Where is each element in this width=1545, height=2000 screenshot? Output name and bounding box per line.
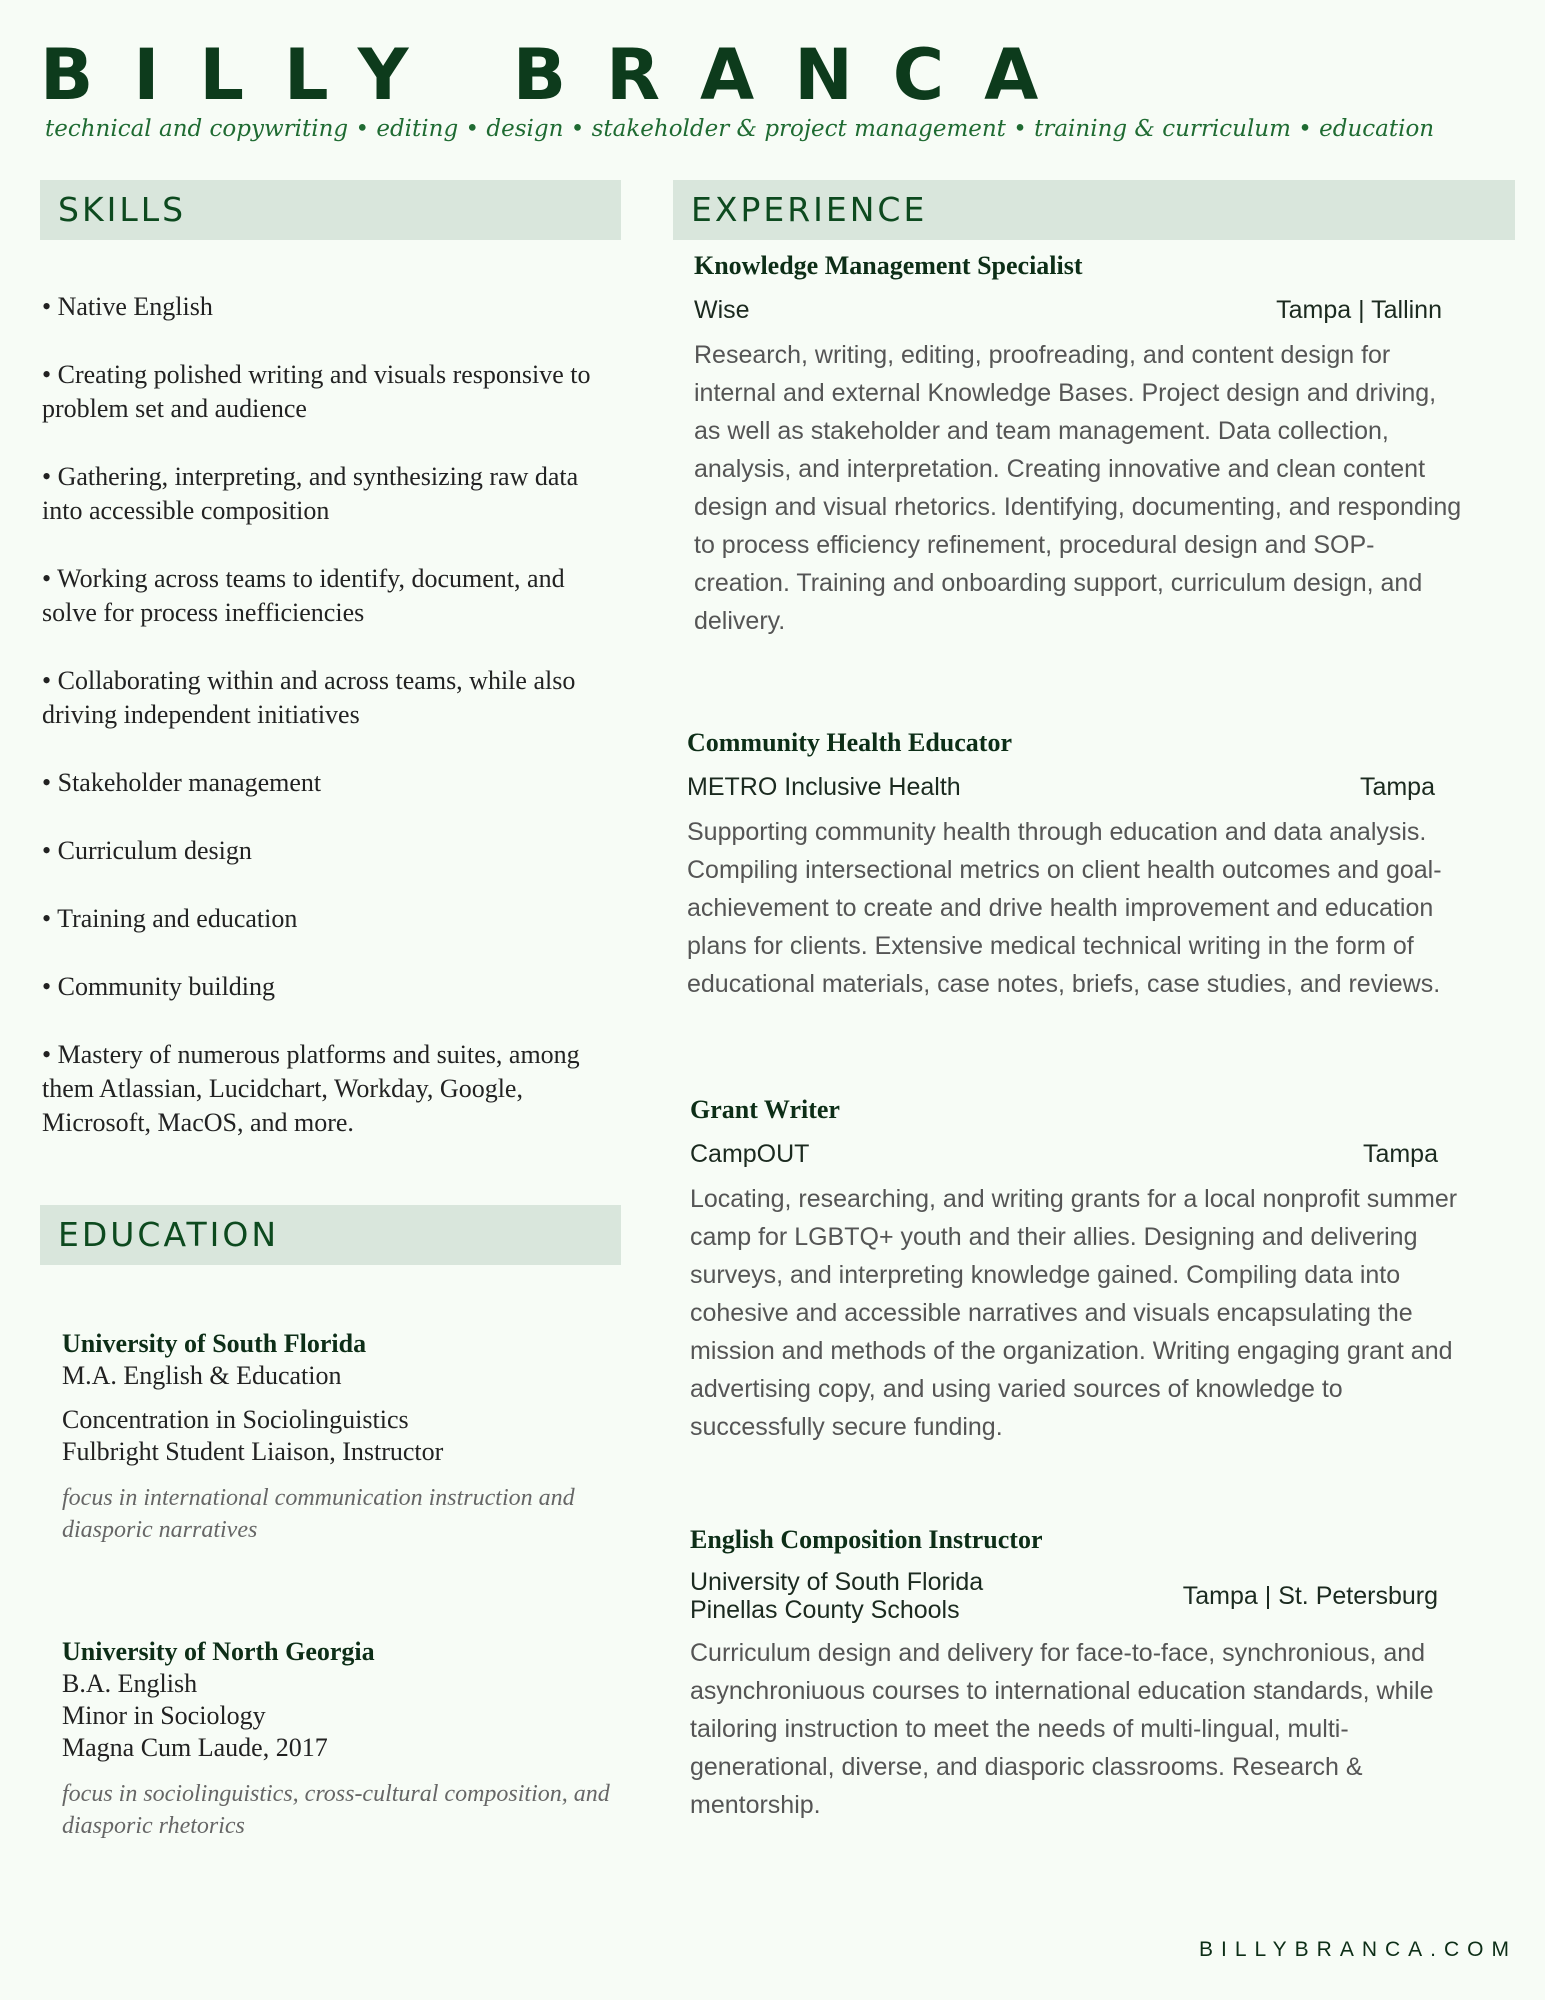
job-description: Curriculum design and delivery for face-to-face, synchronious, and asynchroniuous courses to international education standards, while tailoring instruction to meet the needs of multi-lingual, multi-generational, diverse, and diasporic classrooms. Research & mentorship. [690, 1639, 1434, 1819]
job-location: Tampa [1362, 1140, 1438, 1168]
job-title: English Composition Instructor [690, 1525, 1043, 1554]
skill-item: • Community building [42, 972, 276, 1001]
job-organization: Wise [694, 296, 750, 324]
skill-item: • Training and education [42, 904, 298, 933]
education-heading: EDUCATION [40, 1205, 621, 1265]
job-organization: METRO Inclusive Health [687, 773, 961, 801]
job-entry [687, 727, 1447, 1003]
job-title: Knowledge Management Specialist [694, 251, 1083, 280]
job-description: Research, writing, editing, proofreading, and content design for internal and external Knowledge Bases. Project design and driving, as well as stakeholder and team management. Data collection, analysis, and interpretation. Creating innovative and clean content design and visual rhetorics. Identifying, documenting, and responding to process efficiency refinement, procedural design and SOP-creation. Training and onboarding support, curriculum design, and delivery. [694, 341, 1462, 635]
education-detail: Concentration in Sociolinguistics [62, 1405, 409, 1434]
job-entry [694, 250, 1462, 640]
skill-item: • Creating polished writing and visuals responsive to problem set and audience [42, 360, 591, 423]
resume-name: BILLY BRANCA [40, 34, 1079, 116]
job-title: Grant Writer [690, 1095, 840, 1124]
education-detail: Magna Cum Laude, 2017 [62, 1733, 328, 1762]
skill-item: • Curriculum design [42, 836, 252, 865]
job-location: Tampa | St. Petersburg [1182, 1582, 1438, 1610]
school-name: University of North Georgia [62, 1637, 375, 1666]
degree: M.A. English & Education [62, 1361, 342, 1390]
job-title: Community Health Educator [687, 728, 1012, 757]
job-location: Tampa [1359, 773, 1435, 801]
job-location: Tampa | Tallinn [1276, 296, 1442, 324]
website-link[interactable]: BILLYBRANCA.COM [1199, 1938, 1517, 1961]
education-entry-usf [62, 1328, 622, 1546]
skill-item: • Working across teams to identify, document, and solve for process inefficiencies [42, 564, 565, 627]
education-focus: focus in international communication instruction and diasporic narratives [62, 1485, 575, 1543]
education-detail: Fulbright Student Liaison, Instructor [62, 1437, 444, 1466]
resume-tagline: technical and copywriting • editing • design • stakeholder & project management • training & curriculum • education [45, 116, 1435, 142]
job-description: Supporting community health through education and data analysis. Compiling intersectional metrics on client health outcomes and goal-achievement to create and drive health improvement and education plans for clients. Extensive medical technical writing in the form of educational materials, case notes, briefs, case studies, and reviews. [687, 818, 1442, 998]
skill-item: • Stakeholder management [42, 768, 322, 797]
skill-item: • Gathering, interpreting, and synthesizing raw data into accessible composition [42, 462, 579, 525]
job-organization: CampOUT [690, 1140, 810, 1168]
job-description: Locating, researching, and writing grants for a local nonprofit summer camp for LGBTQ+ youth and their allies. Designing and delivering surveys, and interpreting knowledge gained. Compiling data into cohesive and accessible narratives and visuals encapsulating the mission and methods of the organization. Writing engaging grant and advertising copy, and using varied sources of knowledge to successfully secure funding. [690, 1185, 1458, 1441]
job-entry [690, 1524, 1450, 1824]
skill-item: • Native English [42, 292, 213, 321]
education-detail: Minor in Sociology [62, 1701, 266, 1730]
skill-item: • Collaborating within and across teams, while also driving independent initiatives [42, 666, 576, 729]
job-entry [690, 1094, 1458, 1446]
school-name: University of South Florida [62, 1329, 367, 1358]
skills-heading: SKILLS [40, 180, 621, 240]
job-organization-secondary: Pinellas County Schools [690, 1596, 960, 1624]
job-organization: University of South Florida [690, 1568, 984, 1596]
degree: B.A. English [62, 1669, 198, 1698]
skills-list [42, 290, 622, 1174]
skill-item: • Mastery of numerous platforms and suites, among them Atlassian, Lucidchart, Workday, Google, Microsoft, MacOS, and more. [42, 1040, 580, 1137]
education-focus: focus in sociolinguistics, cross-cultural composition, and diasporic rhetorics [62, 1781, 610, 1839]
experience-heading: EXPERIENCE [673, 180, 1515, 240]
education-entry-ung [62, 1636, 622, 1842]
